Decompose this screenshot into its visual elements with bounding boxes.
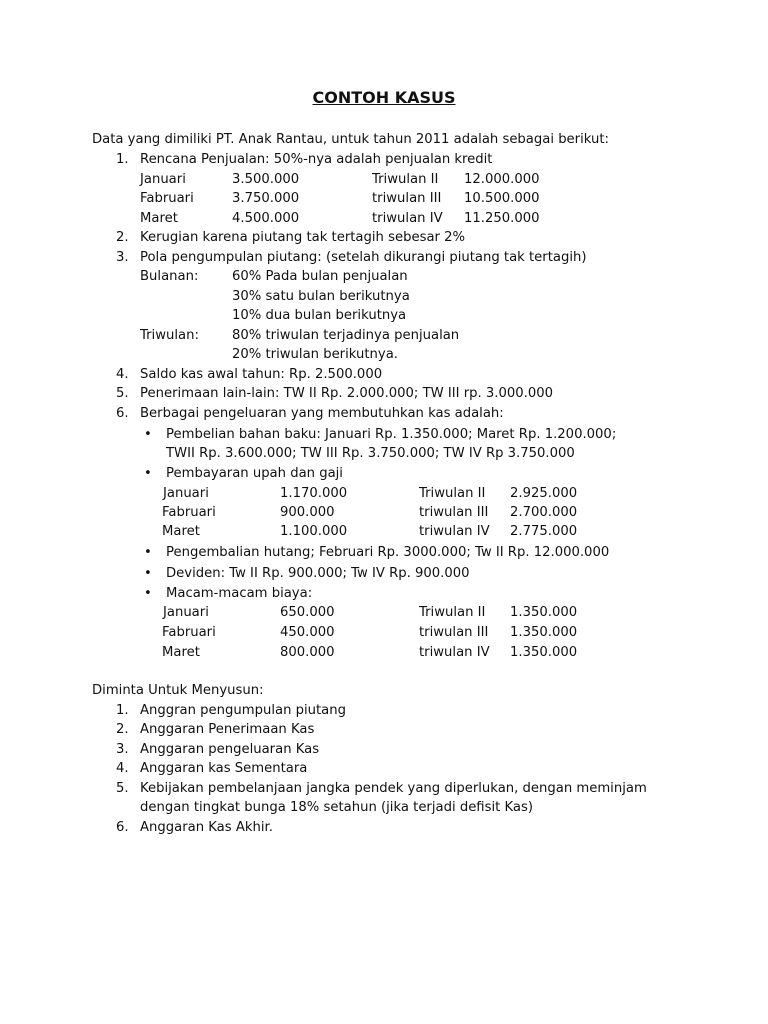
item-2-number: 2. — [116, 230, 129, 245]
quarterly-pattern-line: 80% triwulan terjadinya penjualan — [232, 328, 460, 343]
wages-quarter: Triwulan II — [419, 486, 486, 501]
item-3-number: 3. — [116, 250, 129, 265]
request-5-text-cont: dengan tingkat bunga 18% setahun (jika terjadi defisit Kas) — [140, 800, 534, 815]
misc-month: Januari — [163, 605, 209, 620]
misc-heading: Macam-macam biaya: — [166, 586, 313, 601]
bullet-icon: • — [144, 466, 152, 481]
item-6-number: 6. — [116, 406, 129, 421]
request-3-number: 3. — [116, 742, 129, 757]
request-5-number: 5. — [116, 781, 129, 796]
item-1-text: Rencana Penjualan: 50%-nya adalah penjualan kredit — [140, 152, 493, 167]
wages-row — [0, 503, 768, 523]
misc-amount: 650.000 — [280, 605, 335, 620]
request-2-number: 2. — [116, 722, 129, 737]
wages-quarter: triwulan IV — [419, 524, 490, 539]
monthly-label: Bulanan: — [140, 269, 199, 284]
sales-quarter-amount: 11.250.000 — [464, 211, 540, 226]
request-5-text: Kebijakan pembelanjaan jangka pendek yang diperlukan, dengan meminjam — [140, 781, 647, 796]
misc-month: Maret — [162, 645, 200, 660]
debt-text: Pengembalian hutang; Februari Rp. 3000.000; Tw II Rp. 12.000.000 — [166, 545, 610, 560]
sales-quarter: triwulan IV — [372, 211, 443, 226]
misc-amount: 800.000 — [280, 645, 335, 660]
quarterly-pattern-line: 20% triwulan berikutnya. — [232, 347, 398, 362]
wages-month: Fabruari — [162, 505, 216, 520]
wages-quarter: triwulan III — [419, 505, 489, 520]
wages-quarter-amount: 2.775.000 — [510, 524, 578, 539]
sales-month: Januari — [140, 172, 186, 187]
item-2-text: Kerugian karena piutang tak tertagih sebesar 2% — [140, 230, 466, 245]
misc-row — [0, 643, 768, 663]
item-5-number: 5. — [116, 386, 129, 401]
wages-month: Januari — [163, 486, 209, 501]
raw-material-text: Pembelian bahan baku: Januari Rp. 1.350.000; Maret Rp. 1.200.000; — [166, 427, 617, 442]
request-6-number: 6. — [116, 820, 129, 835]
sales-amount: 3.500.000 — [232, 172, 300, 187]
item-4-number: 4. — [116, 367, 129, 382]
request-4-text: Anggaran kas Sementara — [140, 761, 308, 776]
monthly-pattern-line: 60% Pada bulan penjualan — [232, 269, 408, 284]
sales-row — [0, 189, 768, 209]
bullet-icon: • — [144, 586, 152, 601]
bullet-icon: • — [144, 566, 152, 581]
misc-quarter-amount: 1.350.000 — [510, 645, 578, 660]
bullet-icon: • — [144, 545, 152, 560]
wages-quarter-amount: 2.925.000 — [510, 486, 578, 501]
misc-quarter-amount: 1.350.000 — [510, 625, 578, 640]
sales-row — [0, 170, 768, 190]
sales-row — [0, 209, 768, 229]
item-6-text: Berbagai pengeluaran yang membutuhkan kas adalah: — [140, 406, 504, 421]
dividend-text: Deviden: Tw II Rp. 900.000; Tw IV Rp. 900.000 — [166, 566, 470, 581]
wages-heading: Pembayaran upah dan gaji — [166, 466, 343, 481]
wages-quarter-amount: 2.700.000 — [510, 505, 578, 520]
item-4-text: Saldo kas awal tahun: Rp. 2.500.000 — [140, 367, 383, 382]
misc-month: Fabruari — [162, 625, 216, 640]
misc-quarter: triwulan IV — [419, 645, 490, 660]
request-2-text: Anggaran Penerimaan Kas — [140, 722, 315, 737]
sales-month: Fabruari — [140, 191, 194, 206]
misc-amount: 450.000 — [280, 625, 335, 640]
wages-amount: 900.000 — [280, 505, 335, 520]
sales-quarter-amount: 12.000.000 — [464, 172, 540, 187]
item-3-text: Pola pengumpulan piutang: (setelah dikurangi piutang tak tertagih) — [140, 250, 587, 265]
sales-quarter: triwulan III — [372, 191, 442, 206]
item-5-text: Penerimaan lain-lain: TW II Rp. 2.000.000; TW III rp. 3.000.000 — [140, 386, 554, 401]
sales-amount: 4.500.000 — [232, 211, 300, 226]
misc-quarter-amount: 1.350.000 — [510, 605, 578, 620]
intro-text: Data yang dimiliki PT. Anak Rantau, untuk tahun 2011 adalah sebagai berikut: — [92, 132, 609, 147]
page-title: CONTOH KASUS — [312, 88, 456, 107]
quarterly-label: Triwulan: — [140, 328, 199, 343]
request-4-number: 4. — [116, 761, 129, 776]
wages-row — [0, 522, 768, 542]
bullet-icon: • — [144, 427, 152, 442]
wages-amount: 1.170.000 — [280, 486, 348, 501]
item-1-number: 1. — [116, 152, 129, 167]
monthly-pattern-line: 30% satu bulan berikutnya — [232, 289, 410, 304]
misc-quarter: triwulan III — [419, 625, 489, 640]
sales-quarter: Triwulan II — [372, 172, 439, 187]
request-6-text: Anggaran Kas Akhir. — [140, 820, 273, 835]
sales-month: Maret — [140, 211, 178, 226]
request-1-number: 1. — [116, 703, 129, 718]
raw-material-text-cont: TWII Rp. 3.600.000; TW III Rp. 3.750.000; TW IV Rp 3.750.000 — [166, 446, 575, 461]
wages-amount: 1.100.000 — [280, 524, 348, 539]
request-1-text: Anggran pengumpulan piutang — [140, 703, 346, 718]
misc-quarter: Triwulan II — [419, 605, 486, 620]
monthly-pattern-line: 10% dua bulan berikutnya — [232, 308, 407, 323]
request-heading: Diminta Untuk Menyusun: — [92, 683, 264, 698]
sales-quarter-amount: 10.500.000 — [464, 191, 540, 206]
misc-row — [0, 603, 768, 623]
sales-amount: 3.750.000 — [232, 191, 300, 206]
wages-month: Maret — [162, 524, 200, 539]
wages-row — [0, 484, 768, 504]
request-3-text: Anggaran pengeluaran Kas — [140, 742, 320, 757]
misc-row — [0, 623, 768, 643]
